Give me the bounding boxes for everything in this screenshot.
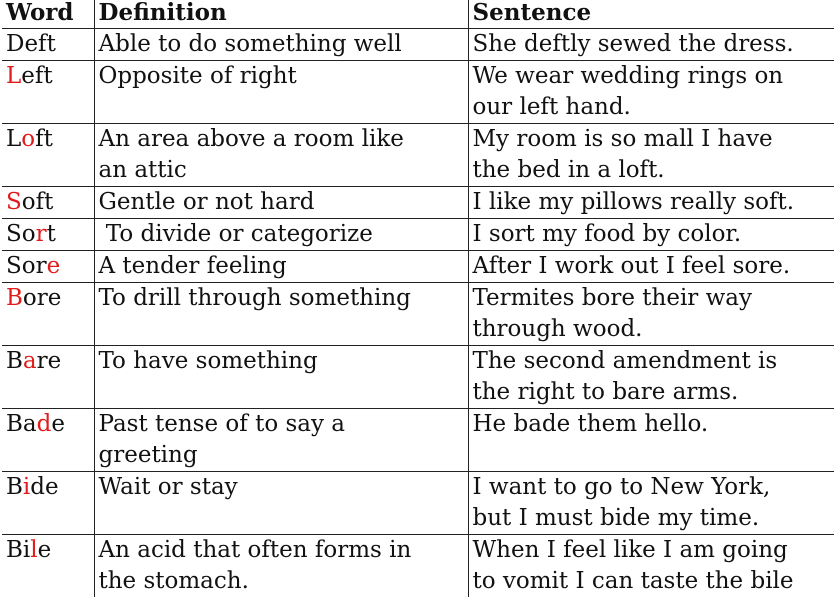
definition-cell xyxy=(94,187,468,219)
word-text-rest: e xyxy=(51,411,65,437)
word-cell xyxy=(2,535,94,597)
header-row xyxy=(2,0,834,29)
sentence-line: She deftly sewed the dress. xyxy=(473,29,834,60)
word-highlight: L xyxy=(6,63,21,89)
word-cell xyxy=(2,472,94,535)
word-text-rest: de xyxy=(30,474,58,500)
sentence-line: I want to go to New York, xyxy=(473,472,834,503)
word-text-rest: e xyxy=(38,537,52,563)
word-text-rest: eft xyxy=(21,63,52,89)
definition-cell xyxy=(94,219,468,251)
definition-line: To drill through something xyxy=(99,283,468,314)
sentence-line: When I feel like I am going xyxy=(473,535,834,566)
sentence-line: He bade them hello. xyxy=(473,409,834,440)
header-definition: Definition xyxy=(94,0,468,29)
table-row xyxy=(2,472,834,535)
definition-line: An acid that often forms in xyxy=(99,535,468,566)
word-highlight: e xyxy=(47,253,61,279)
definition-line: To divide or categorize xyxy=(99,219,468,250)
word-text: So xyxy=(6,221,36,247)
definition-cell xyxy=(94,61,468,124)
definition-line: greeting xyxy=(99,440,468,471)
word-highlight: l xyxy=(30,537,37,563)
table-row xyxy=(2,346,834,409)
sentence-line: I sort my food by color. xyxy=(473,219,834,250)
sentence-cell xyxy=(468,124,834,187)
sentence-line: but I must bide my time. xyxy=(473,503,834,534)
table-row xyxy=(2,219,834,251)
sentence-cell xyxy=(468,346,834,409)
sentence-line: our left hand. xyxy=(473,92,834,123)
sentence-line: through wood. xyxy=(473,314,834,345)
word-text: L xyxy=(6,126,21,152)
sentence-line: the bed in a loft. xyxy=(473,155,834,186)
definition-cell xyxy=(94,409,468,472)
word-cell xyxy=(2,283,94,346)
sentence-cell xyxy=(468,472,834,535)
vocabulary-table xyxy=(2,0,834,597)
definition-cell xyxy=(94,283,468,346)
word-highlight: o xyxy=(21,126,35,152)
header-sentence: Sentence xyxy=(468,0,834,29)
word-highlight: d xyxy=(37,411,52,437)
word-cell xyxy=(2,251,94,283)
sentence-cell xyxy=(468,219,834,251)
sentence-line: the right to bare arms. xyxy=(473,377,834,408)
definition-cell xyxy=(94,251,468,283)
header-word: Word xyxy=(2,0,94,29)
table-row xyxy=(2,409,834,472)
definition-line: Opposite of right xyxy=(99,61,468,92)
word-highlight: B xyxy=(6,285,23,311)
definition-line: Able to do something well xyxy=(99,29,468,60)
table-row xyxy=(2,124,834,187)
word-text: Ba xyxy=(6,411,37,437)
table-row xyxy=(2,251,834,283)
definition-cell xyxy=(94,535,468,597)
word-cell xyxy=(2,29,94,61)
definition-line: An area above a room like xyxy=(99,124,468,155)
sentence-line: After I work out I feel sore. xyxy=(473,251,834,282)
definition-line: the stomach. xyxy=(99,566,468,597)
sentence-cell xyxy=(468,535,834,597)
sentence-line: to vomit I can taste the bile xyxy=(473,566,834,597)
definition-line: Wait or stay xyxy=(99,472,468,503)
definition-cell xyxy=(94,346,468,409)
word-cell xyxy=(2,409,94,472)
sentence-cell xyxy=(468,283,834,346)
sentence-line: I like my pillows really soft. xyxy=(473,187,834,218)
definition-cell xyxy=(94,29,468,61)
sentence-cell xyxy=(468,187,834,219)
word-highlight: i xyxy=(23,474,30,500)
sentence-line: Termites bore their way xyxy=(473,283,834,314)
table-row xyxy=(2,187,834,219)
definition-cell xyxy=(94,124,468,187)
table-row xyxy=(2,61,834,124)
definition-line: Gentle or not hard xyxy=(99,187,468,218)
sentence-cell xyxy=(468,29,834,61)
word-highlight: a xyxy=(23,348,37,374)
definition-line: To have something xyxy=(99,346,468,377)
sentence-line: We wear wedding rings on xyxy=(473,61,834,92)
word-cell xyxy=(2,346,94,409)
definition-line: A tender feeling xyxy=(99,251,468,282)
word-text-rest: re xyxy=(37,348,62,374)
word-cell xyxy=(2,124,94,187)
word-text-rest: ft xyxy=(35,126,53,152)
word-text: Deft xyxy=(6,31,56,57)
word-text: Bi xyxy=(6,537,30,563)
sentence-cell xyxy=(468,409,834,472)
sentence-cell xyxy=(468,61,834,124)
word-cell xyxy=(2,61,94,124)
sentence-line: The second amendment is xyxy=(473,346,834,377)
table-row xyxy=(2,29,834,61)
definition-line: Past tense of to say a xyxy=(99,409,468,440)
word-text-rest: oft xyxy=(22,189,54,215)
sentence-line: My room is so mall I have xyxy=(473,124,834,155)
sentence-cell xyxy=(468,251,834,283)
word-text: B xyxy=(6,474,23,500)
word-cell xyxy=(2,219,94,251)
table-row xyxy=(2,535,834,597)
word-text-rest: ore xyxy=(23,285,61,311)
definition-line: an attic xyxy=(99,155,468,186)
word-highlight: S xyxy=(6,189,22,215)
definition-cell xyxy=(94,472,468,535)
word-text: Sor xyxy=(6,253,47,279)
word-text-rest: t xyxy=(47,221,56,247)
word-cell xyxy=(2,187,94,219)
word-text: B xyxy=(6,348,23,374)
word-highlight: r xyxy=(36,221,47,247)
table-row xyxy=(2,283,834,346)
